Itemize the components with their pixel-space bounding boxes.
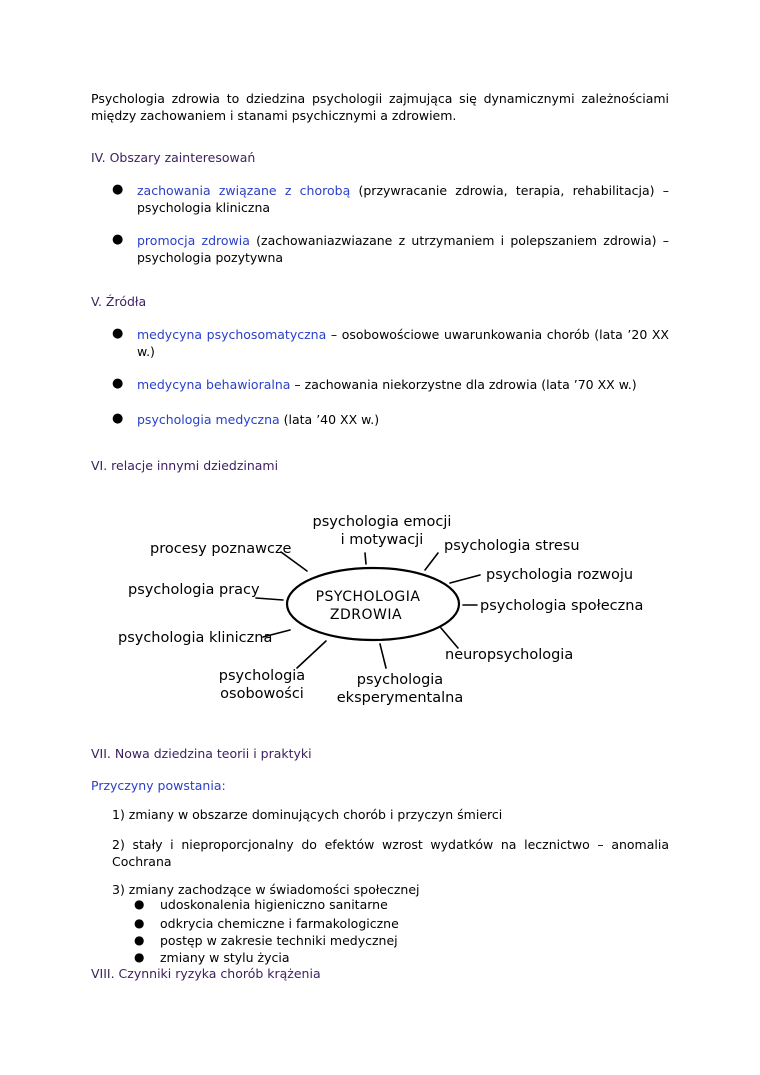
bullet-dot: ● (112, 411, 124, 426)
label-neuropsychologia: neuropsychologia (445, 647, 574, 663)
label-psychologia-rozwoju: psychologia rozwoju (486, 567, 634, 583)
spoke-line (380, 644, 386, 668)
item-desc: (lata ’40 XX w.) (279, 412, 380, 427)
item-desc: – osobowościowe uwarunkowania chorób (lata ’20 XX w.) (137, 327, 669, 359)
item-term: medycyna behawioralna (137, 377, 291, 392)
spoke-line (450, 575, 480, 583)
item-desc: (zachowaniazwiazane z utrzymaniem i polepszaniem zdrowia) – psychologia pozytywna (137, 233, 670, 265)
sub-list-item: odkrycia chemiczne i farmakologiczne (160, 916, 399, 931)
section-vii-heading: VII. Nowa dziedzina teorii i praktyki (91, 746, 312, 761)
sub-list-item: postęp w zakresie techniki medycznej (160, 933, 398, 948)
label-eksperymentalna-line2: eksperymentalna (336, 690, 464, 706)
bullet-dot: ● (112, 376, 124, 391)
bullet-dot: ● (134, 950, 145, 964)
numbered-item: 1) zmiany w obszarze dominujących chorób i przyczyn śmierci (112, 807, 503, 822)
label-eksperymentalna-line1: psychologia (356, 672, 444, 688)
label-osobowosci-line2: osobowości (220, 686, 304, 702)
label-procesy-poznawcze: procesy poznawcze (150, 541, 292, 557)
section-v-heading: V. Źródła (91, 294, 147, 309)
center-label-line1: PSYCHOLOGIA (315, 589, 421, 605)
bullet-dot: ● (112, 182, 124, 197)
bullet-dot: ● (134, 916, 145, 930)
item-term: medycyna psychosomatyczna (137, 327, 327, 342)
item-desc: – zachowania niekorzystne dla zdrowia (lata ’70 XX w.) (290, 377, 637, 392)
item-desc: (przywracanie zdrowia, terapia, rehabilitacja) – psychologia kliniczna (137, 183, 670, 215)
spoke-line (425, 553, 438, 570)
label-emocji-line1: psychologia emocji (312, 514, 452, 530)
sub-list-item: zmiany w stylu życia (160, 950, 290, 965)
section-viii-heading: VIII. Czynniki ryzyka chorób krążenia (91, 966, 321, 981)
spoke-line (365, 553, 366, 564)
item-term: psychologia medyczna (137, 412, 280, 427)
numbered-item: 3) zmiany zachodzące w świadomości społecznej (112, 882, 420, 897)
label-psychologia-kliniczna: psychologia kliniczna (118, 630, 273, 646)
sub-list-item: udoskonalenia higieniczno sanitarne (160, 897, 388, 912)
item-term: zachowania związane z chorobą (137, 183, 351, 198)
spoke-line (256, 598, 283, 600)
label-emocji-line2: i motywacji (340, 532, 424, 548)
numbered-item: 2) stały i nieproporcjonalny do efektów wzrost wydatków na lecznictwo – anomalia Cochrana (112, 837, 669, 869)
label-psychologia-pracy: psychologia pracy (128, 582, 260, 598)
spoke-line (297, 641, 326, 668)
label-psychologia-stresu: psychologia stresu (444, 538, 580, 554)
item-term: promocja zdrowia (137, 233, 250, 248)
section-iv-heading: IV. Obszary zainteresowań (91, 150, 256, 165)
bullet-dot: ● (134, 933, 145, 947)
spoke-line (441, 628, 458, 648)
causes-subtitle: Przyczyny powstania: (91, 778, 226, 793)
bullet-dot: ● (134, 897, 145, 911)
intro-paragraph: Psychologia zdrowia to dziedzina psychologii zajmująca się dynamicznymi zależnościami między zachowaniem i stanami psychicznymi a zdrowiem. (91, 91, 669, 123)
section-vi-heading: VI. relacje innymi dziedzinami (91, 458, 279, 473)
label-psychologia-spoleczna: psychologia społeczna (480, 598, 644, 614)
bullet-dot: ● (112, 326, 124, 341)
label-osobowosci-line1: psychologia (218, 668, 306, 684)
center-label-line2: ZDROWIA (329, 607, 403, 623)
bullet-dot: ● (112, 232, 124, 247)
